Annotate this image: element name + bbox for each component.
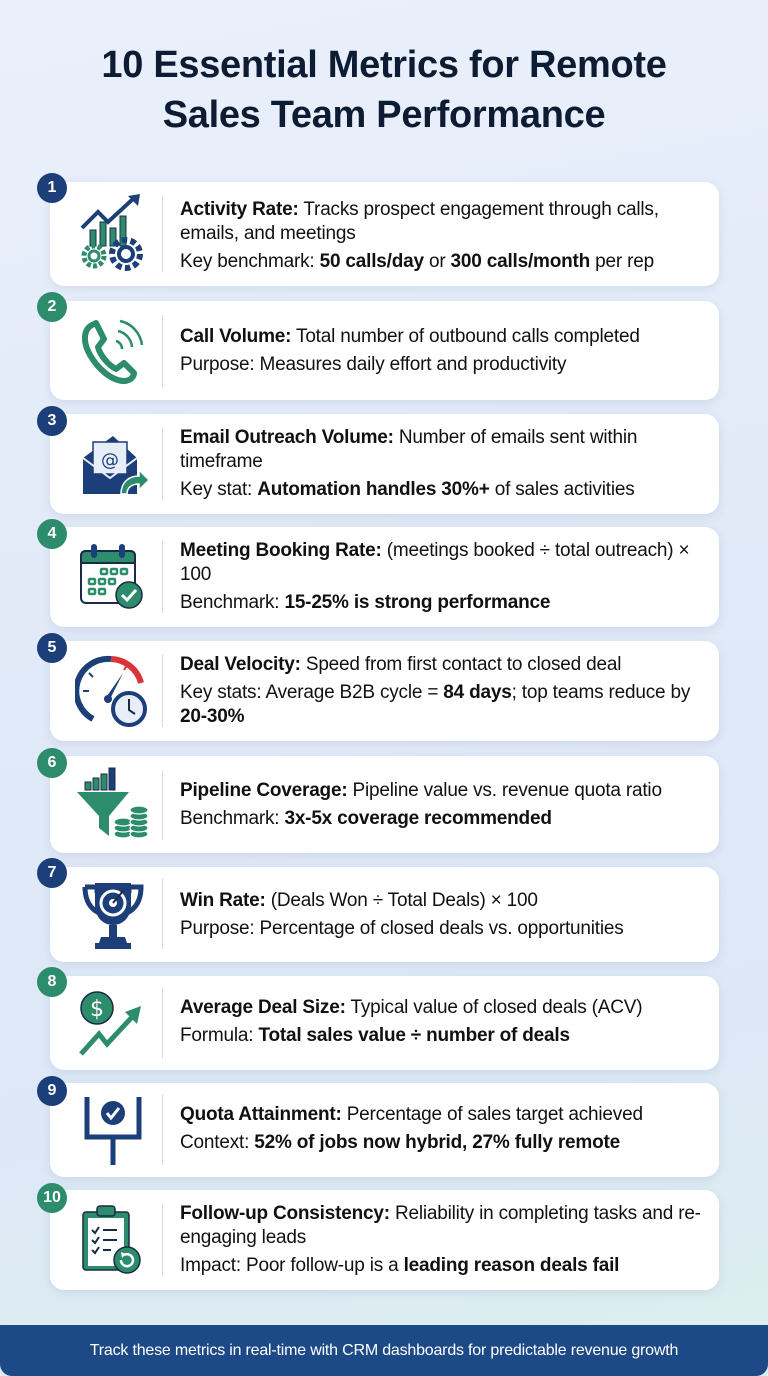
metric-text (180, 1103, 705, 1155)
metric-detail-label: Benchmark: (180, 808, 285, 829)
metric-text (180, 1202, 705, 1278)
metric-number-badge: 3 (37, 406, 67, 436)
footer-text: Track these metrics in real-time with CRM dashboards for predictable revenue growth (89, 1341, 679, 1359)
metric-text (180, 653, 705, 729)
title-line-1: 10 Essential Metrics for Remote (101, 44, 667, 86)
metric-detail-text: ; top teams reduce by (511, 682, 691, 703)
metric-title: Quota Attainment: (180, 1104, 342, 1125)
metric-number-badge: 8 (37, 967, 67, 997)
metric-detail-bold: 52% of jobs now hybrid, 27% fully remote (254, 1132, 620, 1153)
card-divider (162, 988, 163, 1058)
metric-title: Call Volume: (180, 326, 292, 347)
metric-title: Meeting Booking Rate: (180, 540, 382, 561)
metric-text (180, 325, 705, 377)
metric-detail-text: or (423, 251, 451, 272)
metric-number-badge: 6 (37, 748, 67, 778)
metric-number-badge: 7 (37, 858, 67, 888)
metric-detail-bold: Total sales value ÷ number of deals (258, 1025, 570, 1046)
metric-description: Reliability in completing tasks and re-engaging leads (180, 1203, 701, 1248)
metric-card-call-volume (50, 301, 719, 400)
metric-detail-text: of sales activities (489, 479, 635, 500)
metric-detail-label: Impact: Poor follow-up is a (180, 1255, 404, 1276)
page-title (0, 40, 768, 140)
metric-description: (Deals Won ÷ Total Deals) × 100 (265, 890, 538, 911)
metric-description: Tracks prospect engagement through calls, emails, and meetings (180, 199, 659, 244)
metric-title: Win Rate: (180, 890, 266, 911)
email-send-icon (75, 426, 151, 502)
metric-card-activity-rate (50, 182, 719, 286)
card-divider (162, 428, 163, 500)
metric-title: Activity Rate: (180, 199, 299, 220)
metric-detail-bold: Automation handles 30%+ (257, 479, 490, 500)
metric-detail-bold: 20-30% (180, 706, 245, 727)
chart-gears-icon (75, 194, 151, 270)
metric-detail-label: Purpose: Measures daily effort and productivity (180, 354, 567, 375)
metric-detail-label: Benchmark: (180, 592, 285, 613)
metric-description: Typical value of closed deals (ACV) (345, 997, 643, 1018)
metric-description: Speed from first contact to closed deal (300, 654, 622, 675)
metric-detail-bold: 84 days (443, 682, 512, 703)
goalpost-check-icon (75, 1093, 151, 1169)
metric-card-deal-velocity (50, 641, 719, 741)
title-line-2: Sales Team Performance (162, 94, 606, 136)
metric-card-pipeline-coverage (50, 756, 719, 853)
metric-detail-label: Key stat: (180, 479, 258, 500)
card-divider (162, 1095, 163, 1165)
metric-text (180, 198, 705, 274)
card-divider (162, 315, 163, 387)
metric-title: Deal Velocity: (180, 654, 301, 675)
metric-number-badge: 1 (37, 173, 67, 203)
clipboard-refresh-icon (75, 1202, 151, 1278)
metric-title: Follow-up Consistency: (180, 1203, 390, 1224)
footer-banner (0, 1325, 768, 1376)
metric-text (180, 889, 705, 941)
metric-text (180, 539, 705, 615)
metric-number-badge: 9 (37, 1076, 67, 1106)
metric-detail-bold: 15-25% is strong performance (284, 592, 551, 613)
metric-detail-bold: leading reason deals fail (403, 1255, 620, 1276)
metric-card-email-outreach (50, 414, 719, 514)
card-divider (162, 541, 163, 613)
metric-description: Number of emails sent within timeframe (180, 427, 638, 472)
metric-detail-bold: 300 calls/month (450, 251, 591, 272)
speedometer-clock-icon (75, 653, 151, 729)
phone-icon (75, 313, 151, 389)
metric-title: Average Deal Size: (180, 997, 346, 1018)
metric-card-meeting-booking-rate (50, 527, 719, 627)
metric-detail-label: Key benchmark: (180, 251, 320, 272)
metric-description: Total number of outbound calls completed (291, 326, 640, 347)
card-divider (162, 196, 163, 272)
metric-description: (meetings booked ÷ total outreach) × 100 (180, 540, 690, 585)
metric-detail-label: Formula: (180, 1025, 259, 1046)
metric-text (180, 996, 705, 1048)
svg-text:$: $ (90, 997, 104, 1022)
funnel-coins-icon (75, 766, 151, 842)
card-divider (162, 655, 163, 727)
metric-detail-label: Key stats: Average B2B cycle = (180, 682, 444, 703)
trophy-target-icon (75, 877, 151, 953)
card-divider (162, 1204, 163, 1276)
metric-text (180, 779, 705, 831)
svg-text:@: @ (101, 450, 119, 471)
metric-card-quota-attainment (50, 1083, 719, 1177)
metric-number-badge: 2 (37, 292, 67, 322)
card-divider (162, 879, 163, 949)
dollar-growth-icon (75, 986, 151, 1062)
metric-detail-label: Purpose: Percentage of closed deals vs. opportunities (180, 918, 624, 939)
metric-number-badge: 10 (37, 1183, 67, 1213)
metric-title: Email Outreach Volume: (180, 427, 394, 448)
metric-detail-text: per rep (590, 251, 654, 272)
metric-number-badge: 5 (37, 633, 67, 663)
metric-card-win-rate (50, 867, 719, 962)
metric-card-follow-up-consistency (50, 1190, 719, 1290)
metric-detail-bold: 50 calls/day (319, 251, 424, 272)
metric-description: Pipeline value vs. revenue quota ratio (347, 780, 662, 801)
metric-text (180, 426, 705, 502)
metric-detail-bold: 3x-5x coverage recommended (284, 808, 552, 829)
card-divider (162, 770, 163, 840)
calendar-check-icon (75, 539, 151, 615)
metric-detail-label: Context: (180, 1132, 255, 1153)
metric-title: Pipeline Coverage: (180, 780, 348, 801)
metric-description: Percentage of sales target achieved (341, 1104, 643, 1125)
metric-card-average-deal-size (50, 976, 719, 1070)
metric-number-badge: 4 (37, 519, 67, 549)
